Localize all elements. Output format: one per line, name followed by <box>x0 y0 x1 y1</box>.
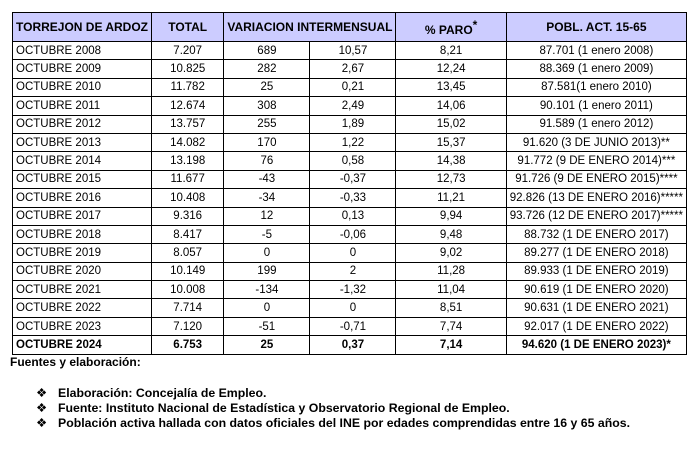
cell-total: 10.825 <box>152 60 224 78</box>
cell-name: OCTUBRE 2020 <box>13 262 152 280</box>
cell-var-abs: -5 <box>224 225 310 243</box>
cell-paro: 11,04 <box>396 281 506 299</box>
unemployment-table <box>12 12 687 355</box>
cell-total: 10.149 <box>152 262 224 280</box>
cell-total: 11.677 <box>152 170 224 188</box>
cell-var-abs: 689 <box>224 42 310 60</box>
cell-var-abs: 0 <box>224 299 310 317</box>
cell-pobl: 88.369 (1 enero 2009) <box>506 60 686 78</box>
cell-total: 14.082 <box>152 133 224 151</box>
table-row <box>13 336 687 354</box>
table-row <box>13 152 687 170</box>
note-item <box>36 416 666 431</box>
cell-pobl: 91.589 (1 enero 2012) <box>506 115 686 133</box>
cell-var-abs: 308 <box>224 97 310 115</box>
cell-var-abs: 255 <box>224 115 310 133</box>
cell-name: OCTUBRE 2014 <box>13 152 152 170</box>
table-row <box>13 170 687 188</box>
cell-paro: 13,45 <box>396 78 506 96</box>
cell-pobl: 90.631 (1 DE ENERO 2021) <box>506 299 686 317</box>
cell-pobl: 92.017 (1 DE ENERO 2022) <box>506 317 686 335</box>
cell-var-abs: 12 <box>224 207 310 225</box>
cell-name: OCTUBRE 2019 <box>13 244 152 262</box>
cell-var-abs: 282 <box>224 60 310 78</box>
table-row <box>13 281 687 299</box>
cell-total: 13.198 <box>152 152 224 170</box>
header-paro-label: % PARO <box>424 22 473 37</box>
cell-total: 7.120 <box>152 317 224 335</box>
cell-paro: 8,21 <box>396 42 506 60</box>
cell-var-abs: -51 <box>224 317 310 335</box>
cell-pobl: 90.619 (1 DE ENERO 2020) <box>506 281 686 299</box>
cell-total: 12.674 <box>152 97 224 115</box>
cell-pobl: 87.701 (1 enero 2008) <box>506 42 686 60</box>
cell-total: 9.316 <box>152 207 224 225</box>
note-item <box>36 401 666 416</box>
diamond-bullet-icon: ❖ <box>36 416 48 430</box>
cell-var-abs: 0 <box>224 244 310 262</box>
cell-var-pct: 1,89 <box>310 115 396 133</box>
cell-name: OCTUBRE 2017 <box>13 207 152 225</box>
cell-var-pct: 0 <box>310 299 396 317</box>
cell-paro: 15,02 <box>396 115 506 133</box>
cell-paro: 15,37 <box>396 133 506 151</box>
table-row <box>13 133 687 151</box>
note-text: Población activa hallada con datos oficiales del INE por edades comprendidas entre 16 y 65 años. <box>58 416 630 430</box>
cell-name: OCTUBRE 2010 <box>13 78 152 96</box>
cell-total: 8.417 <box>152 225 224 243</box>
table-row <box>13 244 687 262</box>
cell-var-abs: -134 <box>224 281 310 299</box>
cell-name: OCTUBRE 2023 <box>13 317 152 335</box>
cell-name: OCTUBRE 2011 <box>13 97 152 115</box>
cell-name: OCTUBRE 2013 <box>13 133 152 151</box>
cell-name: OCTUBRE 2018 <box>13 225 152 243</box>
cell-paro: 11,21 <box>396 189 506 207</box>
header-name: TORREJON DE ARDOZ <box>13 13 152 42</box>
cell-paro: 9,94 <box>396 207 506 225</box>
fuentes-title: Fuentes y elaboración: <box>10 355 141 369</box>
cell-pobl: 93.726 (12 DE ENERO 2017)***** <box>506 207 686 225</box>
table-row <box>13 225 687 243</box>
cell-total: 7.714 <box>152 299 224 317</box>
cell-var-pct: 2,67 <box>310 60 396 78</box>
cell-var-pct: 0,21 <box>310 78 396 96</box>
cell-var-pct: 2,49 <box>310 97 396 115</box>
cell-var-pct: 0,13 <box>310 207 396 225</box>
cell-total: 6.753 <box>152 336 224 354</box>
cell-pobl: 88.732 (1 DE ENERO 2017) <box>506 225 686 243</box>
cell-var-pct: -0,06 <box>310 225 396 243</box>
cell-var-pct: -0,37 <box>310 170 396 188</box>
cell-var-abs: -43 <box>224 170 310 188</box>
cell-paro: 11,28 <box>396 262 506 280</box>
cell-var-pct: 0,58 <box>310 152 396 170</box>
notes-list <box>36 386 666 431</box>
cell-paro: 12,24 <box>396 60 506 78</box>
cell-pobl: 87.581(1 enero 2010) <box>506 78 686 96</box>
note-item <box>36 386 666 401</box>
cell-pobl: 91.726 (9 DE ENERO 2015)**** <box>506 170 686 188</box>
table-header-row <box>13 13 687 42</box>
cell-total: 10.408 <box>152 189 224 207</box>
cell-total: 7.207 <box>152 42 224 60</box>
header-variacion: VARIACION INTERMENSUAL <box>224 13 396 42</box>
cell-var-abs: -34 <box>224 189 310 207</box>
cell-paro: 8,51 <box>396 299 506 317</box>
cell-pobl: 89.277 (1 DE ENERO 2018) <box>506 244 686 262</box>
cell-name: OCTUBRE 2024 <box>13 336 152 354</box>
cell-var-pct: 1,22 <box>310 133 396 151</box>
cell-name: OCTUBRE 2022 <box>13 299 152 317</box>
cell-paro: 7,14 <box>396 336 506 354</box>
header-pobl: POBL. ACT. 15-65 <box>506 13 686 42</box>
cell-total: 8.057 <box>152 244 224 262</box>
cell-total: 13.757 <box>152 115 224 133</box>
table-row <box>13 262 687 280</box>
table-row <box>13 115 687 133</box>
cell-pobl: 90.101 (1 enero 2011) <box>506 97 686 115</box>
cell-var-abs: 199 <box>224 262 310 280</box>
cell-paro: 9,48 <box>396 225 506 243</box>
cell-var-pct: 0 <box>310 244 396 262</box>
note-text: Elaboración: Concejalía de Empleo. <box>58 386 267 400</box>
cell-total: 11.782 <box>152 78 224 96</box>
cell-paro: 7,74 <box>396 317 506 335</box>
cell-var-abs: 25 <box>224 336 310 354</box>
cell-paro: 12,73 <box>396 170 506 188</box>
note-text: Fuente: Instituto Nacional de Estadística y Observatorio Regional de Empleo. <box>58 401 510 415</box>
cell-pobl: 89.933 (1 DE ENERO 2019) <box>506 262 686 280</box>
table-row <box>13 97 687 115</box>
cell-paro: 9,02 <box>396 244 506 262</box>
cell-name: OCTUBRE 2012 <box>13 115 152 133</box>
table-row <box>13 42 687 60</box>
cell-name: OCTUBRE 2015 <box>13 170 152 188</box>
cell-name: OCTUBRE 2008 <box>13 42 152 60</box>
diamond-bullet-icon: ❖ <box>36 401 48 415</box>
cell-var-pct: 2 <box>310 262 396 280</box>
diamond-bullet-icon: ❖ <box>36 386 48 400</box>
cell-var-pct: 0,37 <box>310 336 396 354</box>
header-paro-mark: * <box>472 17 478 32</box>
cell-paro: 14,06 <box>396 97 506 115</box>
table-row <box>13 78 687 96</box>
cell-var-abs: 170 <box>224 133 310 151</box>
cell-name: OCTUBRE 2021 <box>13 281 152 299</box>
table-row <box>13 207 687 225</box>
cell-pobl: 92.826 (13 DE ENERO 2016)***** <box>506 189 686 207</box>
cell-pobl: 94.620 (1 DE ENERO 2023)* <box>506 336 686 354</box>
cell-var-pct: 10,57 <box>310 42 396 60</box>
cell-pobl: 91.620 (3 DE JUNIO 2013)** <box>506 133 686 151</box>
header-total: TOTAL <box>152 13 224 42</box>
table-row <box>13 317 687 335</box>
cell-total: 10.008 <box>152 281 224 299</box>
table-row <box>13 189 687 207</box>
cell-var-pct: -1,32 <box>310 281 396 299</box>
cell-paro: 14,38 <box>396 152 506 170</box>
cell-name: OCTUBRE 2009 <box>13 60 152 78</box>
cell-pobl: 91.772 (9 DE ENERO 2014)*** <box>506 152 686 170</box>
cell-var-abs: 76 <box>224 152 310 170</box>
cell-var-pct: -0,33 <box>310 189 396 207</box>
table-row <box>13 299 687 317</box>
cell-var-abs: 25 <box>224 78 310 96</box>
table-row <box>13 60 687 78</box>
table-body <box>13 42 687 355</box>
header-paro <box>396 13 506 42</box>
cell-var-pct: -0,71 <box>310 317 396 335</box>
cell-name: OCTUBRE 2016 <box>13 189 152 207</box>
